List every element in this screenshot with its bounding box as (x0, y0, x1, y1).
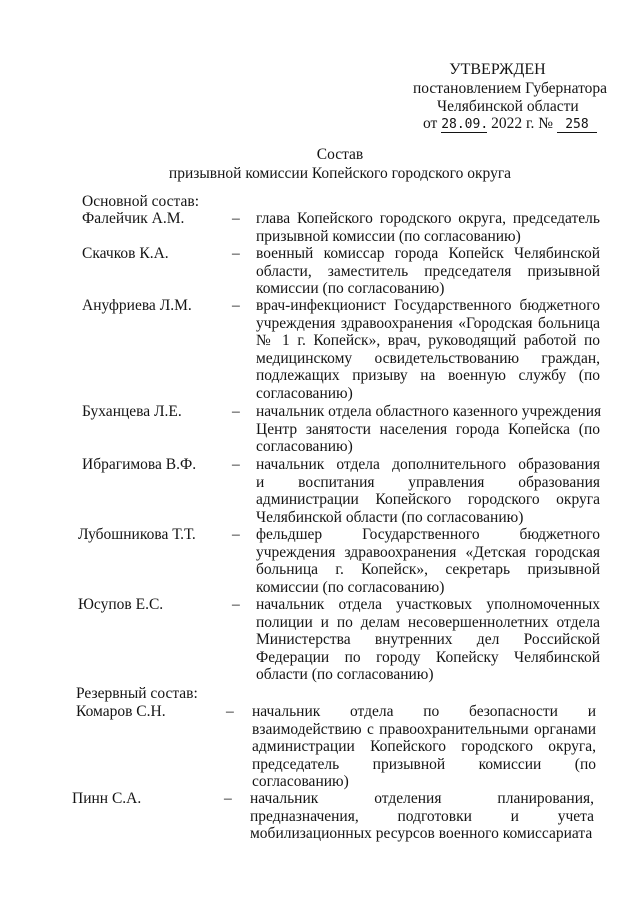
member-role-line: медицинскому освидетельствованию граждан, (256, 349, 600, 367)
member-role (250, 790, 594, 843)
reserve-section-label: Резервный состав: (76, 685, 198, 702)
member-role-line: начальник отдела дополнительного образования (256, 456, 600, 473)
date-prefix: от (423, 115, 438, 132)
member-role-line: администрации Копейского городского округа, (252, 738, 596, 755)
member-role-line: предназначения, подготовки и учета (250, 807, 594, 825)
member-name: Фалейчик А.М. (82, 210, 185, 227)
member-dash: – (232, 297, 240, 314)
member-role-line: начальник отдела участковых уполномоченных (256, 596, 600, 613)
document-subtitle: призывной комиссии Копейского городского округа (168, 165, 512, 182)
member-role-line: больница г. Копейск», секретарь призывной (256, 561, 600, 578)
member-role-line: согласованию) (256, 384, 353, 402)
member-role-line: военный комиссар города Копейск Челябинской (256, 245, 600, 262)
member-name: Юсупов Е.С. (78, 596, 164, 613)
member-role-line: призывной комиссии (по согласованию) (256, 227, 521, 245)
member-role (252, 703, 596, 791)
member-role-line: комиссии (по согласованию) (256, 280, 445, 297)
member-dash: – (232, 596, 240, 613)
member-role-line: начальник отдела областного казенного учреждения (256, 403, 602, 420)
member-role-line: начальник отдела по безопасности и (252, 703, 596, 720)
main-section-label: Основной состав: (82, 193, 200, 210)
member-role-line: врач-инфекционист Государственного бюджетного (256, 297, 600, 314)
member-dash: – (232, 456, 240, 473)
member-role-line: Министерства внутренних дел Российской (256, 631, 600, 648)
member-role-line: взаимодействию с правоохранительными органами (252, 720, 596, 738)
member-name: Лубошникова Т.Т. (78, 526, 196, 543)
member-dash: – (232, 210, 240, 227)
member-role (256, 297, 600, 402)
member-role-line: учреждения здравоохранения «Городская больница (256, 314, 600, 332)
document-title: Состав (316, 146, 364, 163)
member-role-line: и воспитания управления образования (256, 473, 600, 491)
approval-date-line (423, 116, 597, 133)
member-role-line: области (по согласованию) (256, 666, 434, 683)
member-role-line: администрации Копейского городского округа (256, 491, 600, 508)
member-role-line: начальник отделения планирования, (250, 790, 594, 807)
member-role-line: Челябинской области (по согласованию) (256, 508, 524, 526)
member-role-line: председатель призывной комиссии (по (252, 755, 596, 773)
member-name: Ибрагимова В.Ф. (82, 456, 197, 473)
member-name: Буханцева Л.Е. (82, 403, 182, 420)
member-role-line: области, заместитель председателя призывной (256, 262, 600, 280)
member-role (256, 403, 600, 456)
member-role-line: учреждения здравоохранения «Детская городская (256, 543, 600, 561)
member-role-line: согласованию) (252, 773, 349, 790)
member-role (256, 456, 600, 526)
member-role-line: № 1 г. Копейск», врач, руководящий работой по (256, 332, 600, 349)
date-value: 28.09. (441, 117, 489, 132)
member-role (256, 210, 600, 245)
member-role-line: глава Копейского городского округа, председатель (256, 210, 600, 227)
member-dash: – (232, 403, 240, 420)
member-role-line: полиции и по делам несовершеннолетних отдела (256, 613, 600, 631)
member-role (256, 245, 600, 298)
year-text: 2022 г. № (491, 115, 554, 132)
member-role-line: Федерации по городу Копейску Челябинской (256, 648, 600, 666)
member-name: Скачков К.А. (82, 245, 169, 262)
approval-line-2: Челябинской области (437, 98, 579, 115)
member-role (256, 596, 600, 684)
member-dash: – (226, 703, 234, 720)
member-name: Комаров С.Н. (76, 703, 166, 720)
member-role-line: мобилизационных ресурсов военного комиссариата (250, 825, 593, 842)
document-number: 258 (557, 118, 597, 133)
member-name: Пинн С.А. (72, 790, 142, 807)
member-dash: – (232, 526, 240, 543)
member-name: Ануфриева Л.М. (82, 297, 192, 314)
member-role-line: Центр занятости населения города Копейска (по (256, 420, 600, 438)
member-dash: – (232, 245, 240, 262)
member-dash: – (224, 790, 232, 807)
member-role-line: подлежащих призыву на военную службу (по (256, 367, 600, 384)
member-role-line: согласованию) (256, 438, 353, 455)
approval-line-1: постановлением Губернатора (413, 80, 608, 97)
member-role-line: фельдшер Государственного бюджетного (256, 526, 600, 543)
member-role (256, 526, 600, 596)
approval-heading: УТВЕРЖДЕН (449, 61, 546, 78)
member-role-line: комиссии (по согласованию) (256, 578, 445, 596)
